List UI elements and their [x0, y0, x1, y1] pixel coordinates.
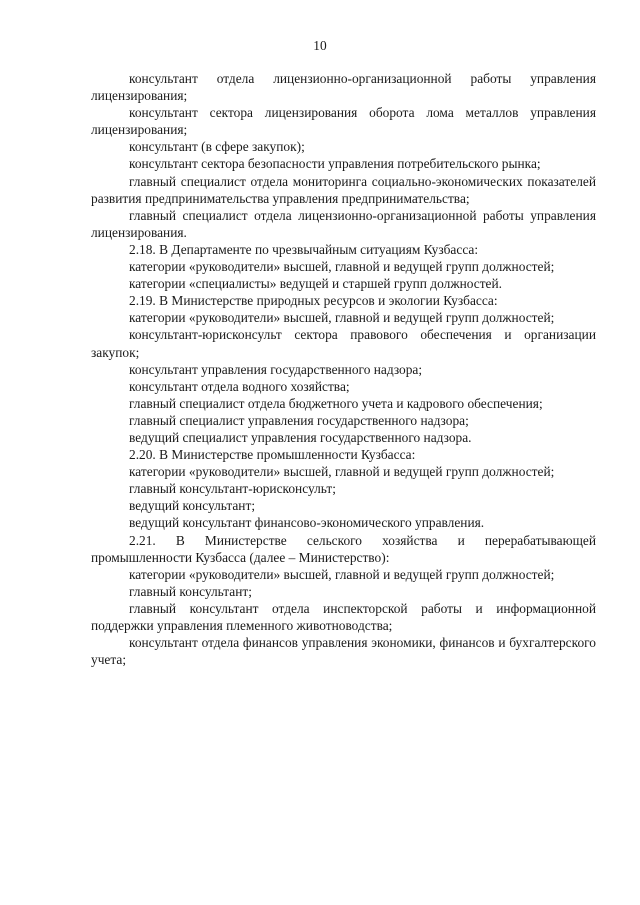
paragraph: консультант сектора лицензирования оборота лома металлов управления лицензирования;	[91, 105, 596, 138]
paragraph: категории «специалисты» ведущей и старшей групп должностей.	[129, 276, 503, 292]
paragraph: главный консультант-юрисконсульт;	[129, 481, 336, 497]
paragraph: консультант сектора безопасности управления потребительского рынка;	[129, 156, 541, 172]
paragraph: категории «руководители» высшей, главной и ведущей групп должностей;	[129, 310, 555, 326]
paragraph: консультант управления государственного надзора;	[129, 361, 423, 377]
paragraph: консультант отдела финансов управления экономики, финансов и бухгалтерского учета;	[91, 635, 596, 668]
section-heading-2-19: 2.19. В Министерстве природных ресурсов и экологии Кузбасса:	[129, 293, 498, 309]
document-body	[91, 70, 596, 668]
paragraph: консультант отдела водного хозяйства;	[129, 378, 350, 394]
page-number: 10	[313, 38, 327, 53]
paragraph: главный консультант;	[129, 583, 252, 599]
paragraph: главный консультант отдела инспекторской работы и информационной поддержки управления племенного животноводства;	[91, 600, 596, 633]
paragraph: ведущий консультант финансово-экономического управления.	[129, 515, 485, 531]
paragraph: категории «руководители» высшей, главной и ведущей групп должностей;	[129, 464, 555, 480]
section-heading-2-18: 2.18. В Департаменте по чрезвычайным ситуациям Кузбасса:	[129, 241, 479, 257]
paragraph: главный специалист отдела мониторинга социально-экономических показателей развития предпринимательства управления предпринимательства;	[91, 173, 596, 206]
section-heading-2-21: 2.21. В Министерстве сельского хозяйства и перерабатывающей промышленности Кузбасса (далее – Министерство):	[91, 532, 596, 565]
paragraph: главный специалист управления государственного надзора;	[129, 412, 469, 428]
paragraph: консультант отдела лицензионно-организационной работы управления лицензирования;	[91, 71, 596, 104]
section-heading-2-20: 2.20. В Министерстве промышленности Кузбасса:	[129, 447, 416, 463]
paragraph: категории «руководители» высшей, главной и ведущей групп должностей;	[129, 566, 555, 582]
paragraph: главный специалист отдела бюджетного учета и кадрового обеспечения;	[129, 395, 543, 411]
paragraph: ведущий специалист управления государственного надзора.	[129, 429, 472, 445]
paragraph: консультант-юрисконсульт сектора правового обеспечения и организации закупок;	[91, 327, 596, 360]
paragraph: категории «руководители» высшей, главной и ведущей групп должностей;	[129, 259, 555, 275]
paragraph: ведущий консультант;	[129, 498, 256, 514]
paragraph: консультант (в сфере закупок);	[129, 139, 305, 155]
paragraph: главный специалист отдела лицензионно-организационной работы управления лицензирования.	[91, 207, 596, 240]
